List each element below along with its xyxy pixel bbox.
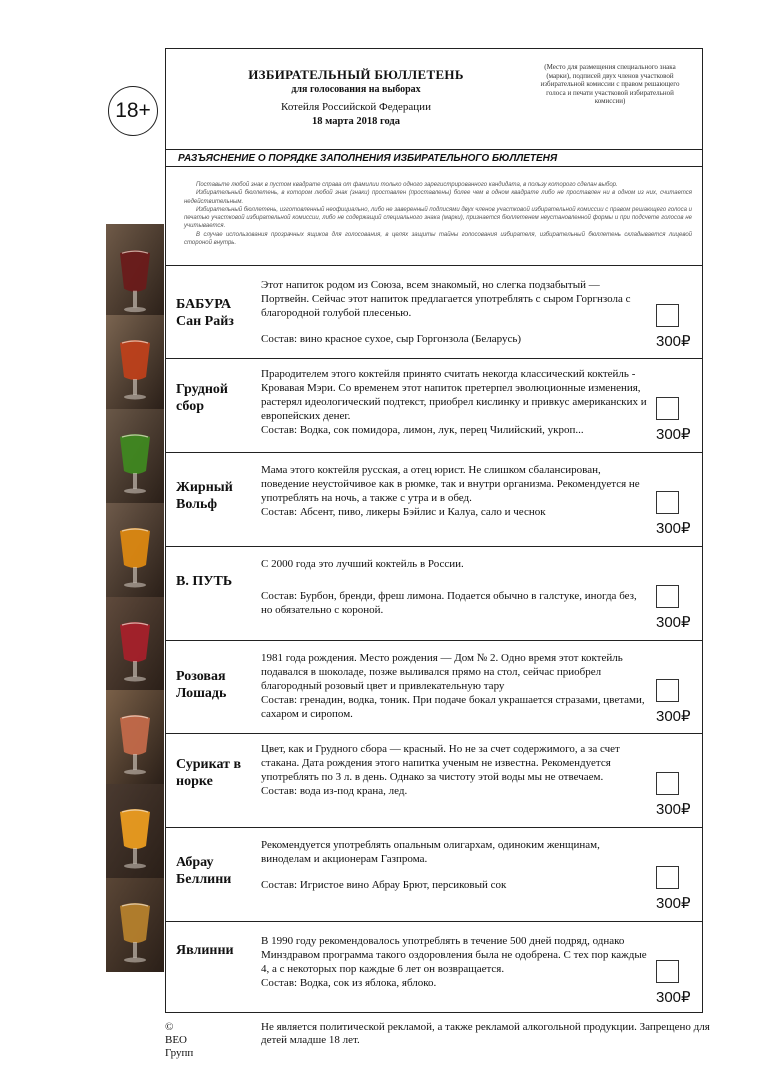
candidate-row xyxy=(166,827,702,921)
candidate-composition: Состав: Водка, сок из яблока, яблоко. xyxy=(261,977,437,989)
stamp-placement-note: (Место для размещения специального знака (марки), подписей двух членов участковой избирательной комиссии с правом решающего голоса и печати участковой избирательной комиссии) xyxy=(540,63,680,105)
candidate-name: Абрау Беллини xyxy=(176,855,232,887)
candidate-name: В. ПУТЬ xyxy=(176,574,233,589)
cocktail-glass-icon xyxy=(106,784,164,878)
candidate-price: 300₽ xyxy=(656,614,691,631)
candidate-row xyxy=(166,452,702,546)
ballot-header-text xyxy=(206,67,506,127)
candidate-description: Цвет, как и Грудного сбора — красный. Но не за счет содержимого, а за счет стакана. Дата рождения этого напитка ученым не известна. Рекомендуется употреблять по 3 л. в день. Однако за чистоту этой воды мы не отвечаем. xyxy=(261,743,620,783)
cocktail-photo xyxy=(106,503,164,597)
candidate-row xyxy=(166,921,702,1012)
explanation-paragraph: В случае использования прозрачных ящиков для голосования, в целях защиты тайны голосования избирателя, избирательный бюллетень складывается лицевой стороной внутрь. xyxy=(184,231,692,247)
candidate-description: Мама этого коктейля русская, а отец юрист. Не слишком сбалансирован, поведение неустойчивое как в рюмке, так и внутри организма. Рекомендуется не употреблять на ночь, а также с утра и в обед. xyxy=(261,464,640,504)
candidate-name: Грудной сбор xyxy=(176,382,228,414)
cocktail-photo xyxy=(106,597,164,691)
ballot-office: Котейля Российской Федерации xyxy=(281,101,431,113)
candidate-price: 300₽ xyxy=(656,426,691,443)
candidate-name: Явлинни xyxy=(176,943,234,958)
cocktail-glass-icon xyxy=(106,409,164,503)
candidate-row xyxy=(166,546,702,640)
candidate-description-block xyxy=(261,557,649,617)
cocktail-photo xyxy=(106,878,164,972)
ballot xyxy=(165,48,703,1013)
cocktail-photo xyxy=(106,224,164,322)
candidate-composition: Состав: вода из-под крана, лед. xyxy=(261,785,408,797)
candidate-row xyxy=(166,265,702,359)
candidate-description: В 1990 году рекомендовалось употреблять в течение 500 дней подряд, однако Минздравом программа такого оздоровления была не одобрена. С тех пор каждые 4, а с некоторых пор каждые 6 лет он возвращается. xyxy=(261,935,647,975)
candidate-description: Прародителем этого коктейля принято считать некогда классический коктейль - Кровавая Мэри. Со временем этот напиток претерпел эволюционные изменения, растерял идеологический подтекст, приобрел кислинку и привкус американских и европейских денег. xyxy=(261,368,647,422)
cocktail-photo xyxy=(106,315,164,409)
candidate-description-block xyxy=(261,934,649,990)
candidate-composition: Состав: гренадин, водка, тоник. При подаче бокал украшается стразами, цветами, сахаром и сиропом. xyxy=(261,694,645,720)
candidate-composition: Состав: Игристое вино Абрау Брют, персиковый сок xyxy=(261,879,507,891)
candidate-composition: Состав: Бурбон, бренди, фреш лимона. Подается обычно в галстуке, иногда без, но обязательно с короной. xyxy=(261,590,637,616)
candidate-description: Рекомендуется употреблять опальным олигархам, одиноким женщинам, виноделам и акционерам Газпрома. xyxy=(261,839,600,865)
candidate-name: Розовая Лошадь xyxy=(176,669,227,701)
candidate-name: БАБУРА Сан Райз xyxy=(176,297,234,329)
candidate-price: 300₽ xyxy=(656,801,691,818)
candidate-price: 300₽ xyxy=(656,333,691,350)
cocktail-glass-icon xyxy=(106,224,164,322)
candidate-description: 1981 года рождения. Место рождения — Дом № 2. Одно время этот коктейль подавался в шоколаде, позже выливался прямо на стол, сейчас приобрел благородный розовый цвет и привлекательную тару xyxy=(261,652,623,692)
vote-checkbox[interactable] xyxy=(656,397,679,420)
copyright: © ВЕО Групп xyxy=(165,1021,194,1059)
cocktail-glass-icon xyxy=(106,315,164,409)
candidate-description-block xyxy=(261,463,649,519)
cocktail-glass-icon xyxy=(106,690,164,784)
candidate-name: Сурикат в норке xyxy=(176,757,242,789)
candidate-description: С 2000 года это лучший коктейль в России. xyxy=(261,558,464,570)
candidate-description-block xyxy=(261,838,649,892)
candidate-row xyxy=(166,640,702,734)
cocktail-photo xyxy=(106,409,164,503)
vote-checkbox[interactable] xyxy=(656,866,679,889)
explanation-paragraph: Поставьте любой знак в пустом квадрате справа от фамилии только одного зарегистрированного кандидата, в пользу которого сделан выбор. xyxy=(196,182,618,188)
vote-checkbox[interactable] xyxy=(656,585,679,608)
candidate-price: 300₽ xyxy=(656,895,691,912)
vote-checkbox[interactable] xyxy=(656,960,679,983)
cocktail-glass-icon xyxy=(106,503,164,597)
vote-checkbox[interactable] xyxy=(656,772,679,795)
cocktail-glass-icon xyxy=(106,597,164,691)
cocktail-photo xyxy=(106,690,164,784)
candidate-price: 300₽ xyxy=(656,708,691,725)
vote-checkbox[interactable] xyxy=(656,491,679,514)
candidate-description-block xyxy=(261,367,649,437)
explanation-section xyxy=(166,149,702,266)
explanation-paragraph: Избирательный бюллетень, в котором любой знак (знаки) проставлен (проставлены) более чем в одном квадрате либо не проставлен ни в одном из них, считается недействительным. xyxy=(184,190,692,205)
candidate-price: 300₽ xyxy=(656,520,691,537)
explanation-title: РАЗЪЯСНЕНИЕ О ПОРЯДКЕ ЗАПОЛНЕНИЯ ИЗБИРАТЕЛЬНОГО БЮЛЛЕТЕНЯ xyxy=(166,150,702,167)
vote-checkbox[interactable] xyxy=(656,304,679,327)
disclaimer: Не является политической рекламой, а также рекламой алкогольной продукции. Запрещено для детей младше 18 лет. xyxy=(261,1021,710,1046)
candidate-description-block xyxy=(261,742,649,798)
candidate-description: Этот напиток родом из Союза, всем знакомый, но слегка подзабытый — Портвейн. Сейчас этот напиток предлагается употреблять с сыром Горгнзола с благородной голубой плесенью. xyxy=(261,279,631,319)
vote-checkbox[interactable] xyxy=(656,679,679,702)
cocktail-photo xyxy=(106,784,164,878)
candidate-description-block xyxy=(261,278,649,346)
candidate-price: 300₽ xyxy=(656,989,691,1006)
candidate-name: Жирный Вольф xyxy=(176,480,233,512)
candidate-composition: Состав: Водка, сок помидора, лимон, лук, перец Чилийский, укроп... xyxy=(261,424,584,436)
explanation-body xyxy=(184,181,692,247)
ballot-date: 18 марта 2018 года xyxy=(312,116,400,127)
age-restriction-badge: 18+ xyxy=(108,86,158,136)
ballot-title: ИЗБИРАТЕЛЬНЫЙ БЮЛЛЕТЕНЬ xyxy=(248,67,464,82)
candidate-row xyxy=(166,358,702,452)
candidate-composition: Состав: Абсент, пиво, ликеры Бэйлис и Калуа, сало и чеснок xyxy=(261,506,546,518)
ballot-header xyxy=(166,49,702,149)
candidate-composition: Состав: вино красное сухое, сыр Горгонзола (Беларусь) xyxy=(261,333,522,345)
explanation-paragraph: Избирательный бюллетень, изготовленный неофициально, либо не заверенный подписями двух членов участковой избирательной комиссии с правом решающего голоса и печатью участковой избирательной комиссии, либо не содержащий специального знака (марки), признается бюллетенем неустановленной формы и при подсчете голосов не учитывается. xyxy=(184,206,692,230)
candidate-row xyxy=(166,733,702,827)
cocktail-glass-icon xyxy=(106,878,164,972)
ballot-subtitle: для голосования на выборах xyxy=(291,84,421,95)
candidate-description-block xyxy=(261,651,649,721)
